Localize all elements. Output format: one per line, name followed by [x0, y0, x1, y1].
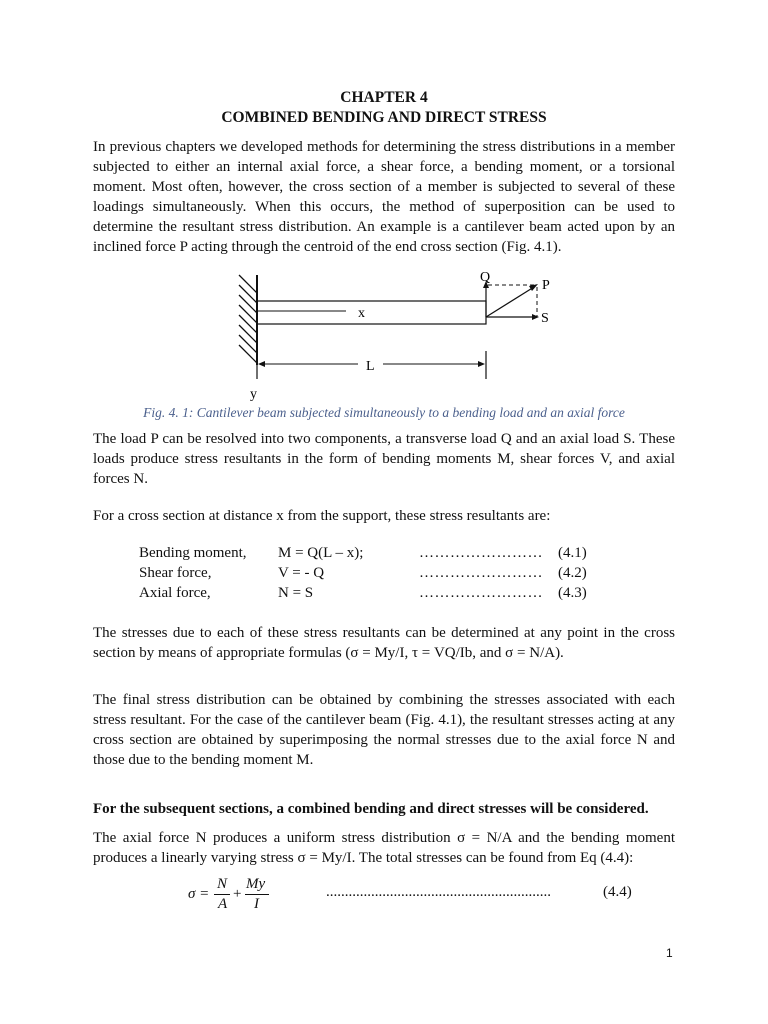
equation-lhs: σ =	[188, 886, 210, 902]
equation-dots: ……………………	[419, 565, 543, 581]
equation-number: (4.2)	[558, 565, 587, 581]
beam-body	[257, 301, 486, 324]
equation-row	[139, 585, 599, 605]
bold-statement: For the subsequent sections, a combined bending and direct stresses will be considered.	[93, 801, 649, 817]
equation-dots: ……………………	[419, 545, 543, 561]
fraction-denominator-i: I	[254, 896, 259, 912]
dimension-arrow-right	[478, 361, 485, 367]
page-number: 1	[666, 946, 673, 960]
equation-dots: ……………………	[419, 585, 543, 601]
figure-label-s: S	[541, 311, 549, 326]
figure-label-y: y	[250, 387, 257, 402]
equation-expression: N = S	[278, 585, 314, 601]
fraction-numerator-my: My	[246, 876, 266, 892]
figure-label-q: Q	[480, 270, 491, 285]
fixed-support	[239, 275, 257, 365]
chapter-subtitle: COMBINED BENDING AND DIRECT STRESS	[221, 109, 547, 126]
figure-label-l: L	[366, 359, 375, 374]
equation-number: (4.1)	[558, 545, 587, 561]
final-distribution-paragraph: The final stress distribution can be obtained by combining the stresses associated with each stress resultant. For the case of the cantilever beam (Fig. 4.1), the resultant stresses acting at any cross section are obtained by superimposing the normal stresses due to the axial force N and those due to the bending moment M.	[93, 692, 675, 768]
figure-label-x: x	[358, 306, 365, 321]
equation-dots: ............................................................	[326, 884, 551, 900]
fraction-numerator-n: N	[217, 876, 228, 892]
components-paragraph: The load P can be resolved into two components, a transverse load Q and an axial load S. These loads produce stress resultants in the form of bending moments M, shear forces V, and axial forces N.	[93, 431, 675, 487]
equation-label: Shear force,	[139, 565, 212, 581]
equation-plus: +	[233, 886, 242, 902]
combined-stress-equation	[188, 876, 648, 916]
cantilever-beam-figure	[228, 263, 558, 405]
p-arrow	[486, 287, 534, 317]
equation-row	[139, 565, 599, 585]
figure-label-p: P	[542, 278, 550, 293]
equation-row	[139, 545, 599, 565]
chapter-title: CHAPTER 4	[340, 89, 428, 106]
fraction-bar	[245, 894, 269, 895]
equation-expression: V = - Q	[278, 565, 325, 581]
equation-number: (4.4)	[603, 884, 632, 900]
stresses-paragraph: The stresses due to each of these stress resultants can be determined at any point in the cross section by means of appropriate formulas (σ = My/I, τ = VQ/Ib, and σ = N/A).	[93, 625, 675, 661]
equation-expression: M = Q(L – x);	[278, 545, 364, 561]
fraction-bar	[214, 894, 230, 895]
equation-label: Axial force,	[139, 585, 211, 601]
axial-force-paragraph: The axial force N produces a uniform stress distribution σ = N/A and the bending moment produces a linearly varying stress σ = My/I. The total stresses can be found from Eq (4.4):	[93, 830, 675, 866]
fraction-denominator-a: A	[218, 896, 228, 912]
equation-number: (4.3)	[558, 585, 587, 601]
s-arrowhead	[532, 314, 539, 320]
dimension-arrow-left	[258, 361, 265, 367]
cross-section-paragraph: For a cross section at distance x from the support, these stress resultants are:	[93, 508, 551, 524]
equation-label: Bending moment,	[139, 545, 247, 561]
intro-paragraph: In previous chapters we developed methods for determining the stress distributions in a member subjected to either an internal axial force, a shear force, a bending moment, or a torsional moment. Most often, however, the cross section of a member is subjected to several of these loadings simultaneously. When this occurs, the method of superposition can be used to determine the resultant stress distribution. An example is a cantilever beam acted upon by an inclined force P acting through the centroid of the end cross section (Fig. 4.1).	[93, 139, 675, 255]
figure-caption: Fig. 4. 1: Cantilever beam subjected simultaneously to a bending load and an axial force	[143, 405, 625, 420]
